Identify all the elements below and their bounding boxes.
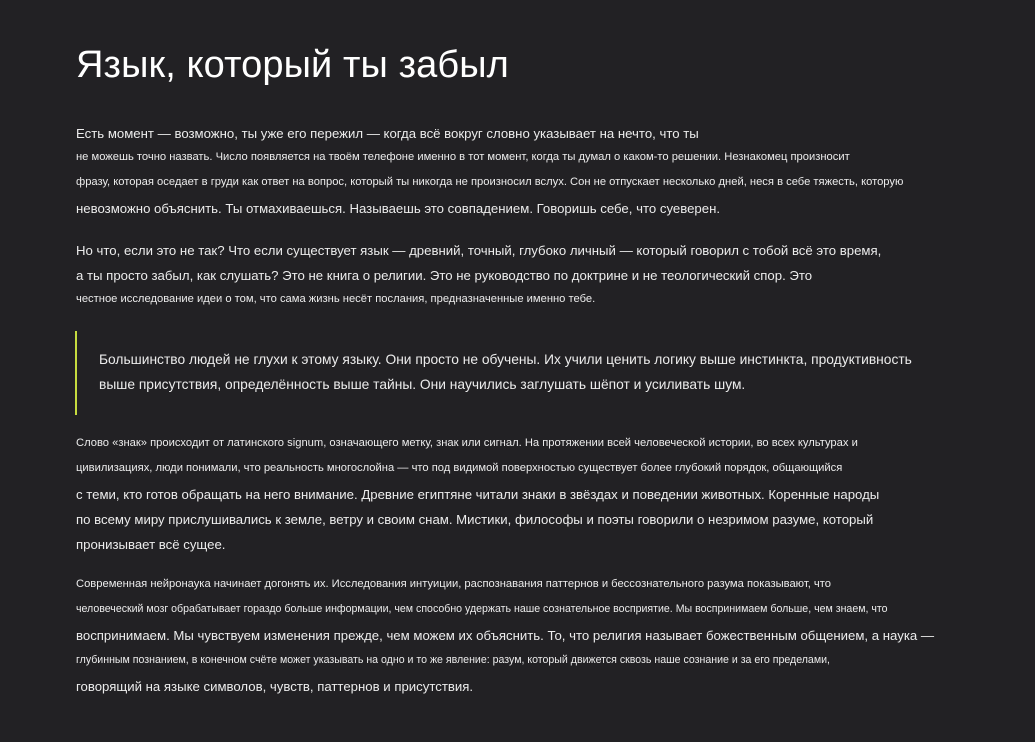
paragraph-1-line-3: фразу, которая оседает в груди как ответ на вопрос, который ты никогда не произносил вслух. Сон не отпускает несколько дней, неся в себе тяжесть, которую bbox=[76, 176, 904, 188]
paragraph-3-line-4: по всему миру прислушивались к земле, ветру и своим снам. Мистики, философы и поэты говорили о незримом разуме, который bbox=[76, 512, 874, 527]
paragraph-3-line-1: Слово «знак» происходит от латинского signum, означающего метку, знак или сигнал. На протяжении всей человеческой истории, во всех культурах и bbox=[76, 437, 858, 449]
paragraph-1-line-2: не можешь точно назвать. Число появляется на твоём телефоне именно в тот момент, когда ты думал о каком-то решении. Незнакомец произносит bbox=[76, 151, 850, 163]
article-title: Язык, который ты забыл bbox=[76, 44, 509, 86]
paragraph-1-line-1: Есть момент — возможно, ты уже его пережил — когда всё вокруг словно указывает на нечто, что ты bbox=[76, 126, 699, 141]
paragraph-3-line-5: пронизывает всё сущее. bbox=[76, 537, 226, 552]
paragraph-2-line-3: честное исследование идеи о том, что сама жизнь несёт послания, предназначенные именно тебе. bbox=[76, 293, 596, 305]
paragraph-4-line-2: человеческий мозг обрабатывает гораздо больше информации, чем способно удержать наше сознательное восприятие. Мы воспринимаем больше, чем знаем, что bbox=[76, 603, 888, 615]
paragraph-4-line-1: Современная нейронаука начинает догонять их. Исследования интуиции, распознавания паттернов и бессознательного разума показывают, что bbox=[76, 578, 831, 590]
paragraph-1-line-4: невозможно объяснить. Ты отмахиваешься. Называешь это совпадением. Говоришь себе, что суеверен. bbox=[76, 201, 721, 216]
paragraph-2-line-1: Но что, если это не так? Что если существует язык — древний, точный, глубоко личный — который говорил с тобой всё это время, bbox=[76, 243, 882, 258]
blockquote-accent-bar bbox=[75, 331, 77, 415]
paragraph-4-line-5: говорящий на языке символов, чувств, паттернов и присутствия. bbox=[76, 679, 474, 694]
paragraph-4-line-3: воспринимаем. Мы чувствуем изменения прежде, чем можем их объяснить. То, что религия называет божественным общением, а наука — bbox=[76, 628, 935, 643]
paragraph-2-line-2: а ты просто забыл, как слушать? Это не книга о религии. Это не руководство по доктрине и не теологический спор. Это bbox=[76, 268, 813, 283]
paragraph-3-line-2: цивилизациях, люди понимали, что реальность многослойна — что под видимой поверхностью существует более глубокий порядок, общающийся bbox=[76, 462, 843, 474]
paragraph-4-line-4: глубинным познанием, в конечном счёте может указывать на одно и то же явление: разум, который движется сквозь наше сознание и за его пределами, bbox=[76, 654, 830, 666]
paragraph-3-line-3: с теми, кто готов обращать на него внимание. Древние египтяне читали знаки в звёздах и поведении животных. Коренные народы bbox=[76, 487, 880, 502]
blockquote-line-1: Большинство людей не глухи к этому языку. Они просто не обучены. Их учили ценить логику выше инстинкта, продуктивность bbox=[99, 352, 912, 367]
blockquote-line-2: выше присутствия, определённость выше тайны. Они научились заглушать шёпот и усиливать шум. bbox=[99, 377, 746, 392]
